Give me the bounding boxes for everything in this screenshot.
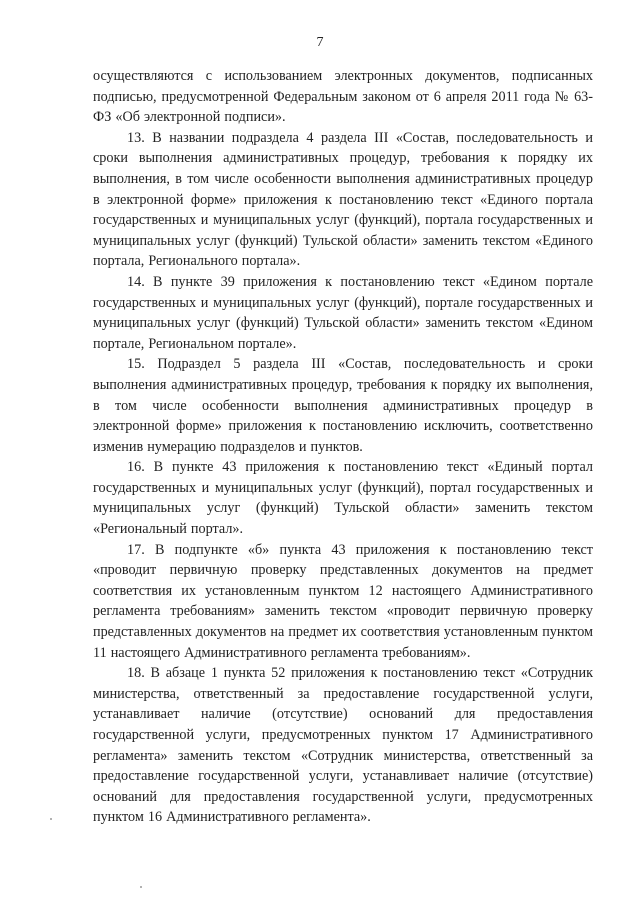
document-body (93, 66, 593, 828)
paragraph-item-15: 15. Подраздел 5 раздела III «Состав, последовательность и сроки выполнения административных процедур, требования к порядку их выполнения, в том числе особенности выполнения административных процедур в электронной форме» приложения к постановлению исключить, соответственно изменив нумерацию подразделов и пунктов. (93, 356, 593, 455)
paragraph-continuation: осуществляются с использованием электронных документов, подписанных подписью, предусмотренной Федеральным законом от 6 апреля 2011 года № 63-ФЗ «Об электронной подписи». (93, 68, 593, 126)
paragraph-item-14: 14. В пункте 39 приложения к постановлению текст «Едином портале государственных и муниципальных услуг (функций), портале государственных и муниципальных услуг (функций) Тульской области» заменить текстом «Едином портале, Региональном портале». (93, 273, 593, 352)
paragraph-item-18: 18. В абзаце 1 пункта 52 приложения к постановлению текст «Сотрудник министерства, ответственный за предоставление государственной услуги, устанавливает наличие (отсутствие) оснований для предоставления государственной услуги, предусмотренных пунктом 17 Административного регламента» заменить текстом «Сотрудник министерства, ответственный за предоставление государственной услуги, устанавливает наличие (отсутствие) оснований для предоставления государственной услуги, предусмотренных пунктом 16 Административного регламента». (93, 665, 593, 826)
page-number: 7 (316, 35, 324, 50)
paragraph-item-13: 13. В названии подраздела 4 раздела III «Состав, последовательность и сроки выполнения административных процедур, требования к порядку их выполнения, в том числе особенности выполнения административных процедур в электронной форме» приложения к постановлению текст «Единого портала государственных и муниципальных услуг (функций), портала государственных и муниципальных услуг (функций) Тульской области» заменить текстом «Единого портала, Регионального портала». (93, 129, 593, 270)
paragraph-item-17: 17. В подпункте «б» пункта 43 приложения к постановлению текст «проводит первичную проверку представленных документов на предмет соответствия их установленным пунктом 12 настоящего Административного регламента требованиям» заменить текстом «проводит первичную проверку представленных документов на предмет их соответствия установленным пунктом 11 настоящего Административного регламента требованиям». (93, 541, 593, 661)
scan-speck (50, 818, 52, 820)
scan-speck (140, 886, 142, 888)
paragraph-item-16: 16. В пункте 43 приложения к постановлению текст «Единый портал государственных и муниципальных услуг (функций), портал государственных и муниципальных услуг (функций) Тульской области» заменить текстом «Региональный портал». (93, 459, 593, 538)
